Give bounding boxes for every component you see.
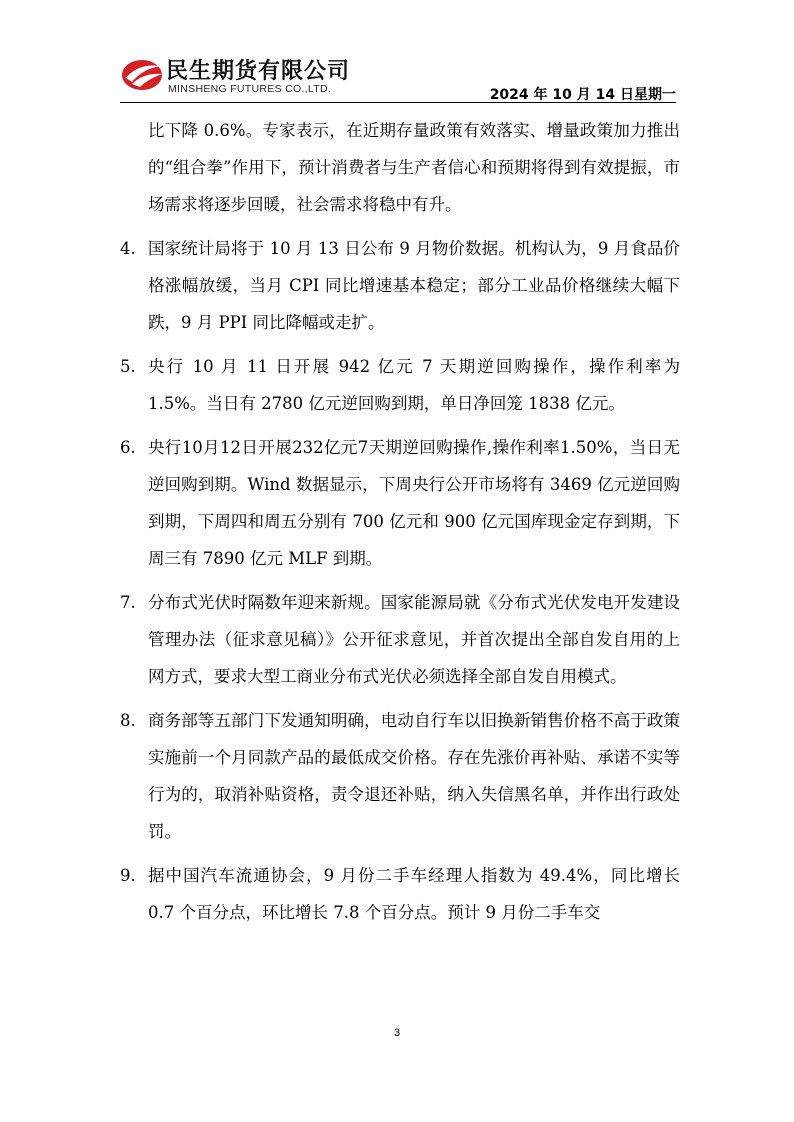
page-number: 3 — [393, 1027, 401, 1039]
page-header — [120, 52, 676, 102]
list-item-text: 商务部等五部门下发通知明确，电动自行车以旧换新销售价格不高于政策实施前一个月同款产品的最低成交价格。存在先涨价再补贴、承诺不实等行为的，取消补贴资格，责令退还补贴，纳入失信黑名单，并作出行政处罚。 — [148, 711, 680, 841]
list-item-number: 6. — [120, 438, 136, 457]
list-item — [120, 230, 680, 341]
report-date: 2024 年 10 月 14 日星期一 — [489, 87, 676, 103]
list-item-text: 分布式光伏时隔数年迎来新规。国家能源局就《分布式光伏发电开发建设管理办法（征求意见稿）》公开征求意见，并首次提出全部自发自用的上网方式，要求大型工商业分布式光伏必须选择全部自发自用模式。 — [148, 593, 680, 686]
list-item-text: 央行10月12日开展232亿元7天期逆回购操作,操作利率1.50%，当日无逆回购到期。Wind 数据显示，下周央行公开市场将有 3469 亿元逆回购到期，下周四和周五分别有 700 亿元和 900 亿元国库现金定存到期，下周三有 7890 亿元 MLF 到期。 — [148, 438, 680, 568]
company-name-en: MINSHENG FUTURES CO.,LTD. — [168, 83, 332, 95]
list-item — [120, 348, 680, 422]
continued-paragraph: 比下降 0.6%。专家表示，在近期存量政策有效落实、增量政策加力推出的“组合拳”作用下，预计消费者与生产者信心和预期将得到有效提振，市场需求将逐步回暖，社会需求将稳中有升。 — [148, 121, 680, 214]
header-divider — [120, 102, 676, 103]
company-name-cn: 民生期货有限公司 — [166, 59, 351, 84]
list-item — [120, 857, 680, 931]
document-body — [120, 112, 680, 938]
list-item-number: 7. — [120, 593, 136, 612]
list-item-number: 5. — [120, 357, 136, 376]
list-item-text: 国家统计局将于 10 月 13 日公布 9 月物价数据。机构认为，9 月食品价格涨幅放缓，当月 CPI 同比增速基本稳定；部分工业品价格继续大幅下跌，9 月 PPI 同比降幅或走扩。 — [148, 239, 680, 332]
list-item-text: 央行 10 月 11 日开展 942 亿元 7 天期逆回购操作，操作利率为 1.5%。当日有 2780 亿元逆回购到期，单日净回笼 1838 亿元。 — [148, 357, 680, 413]
list-item — [120, 584, 680, 695]
minsheng-logo-icon — [120, 56, 164, 92]
list-item-number: 4. — [120, 239, 136, 258]
list-item-number: 9. — [120, 866, 136, 885]
list-item — [120, 429, 680, 577]
list-item-text: 据中国汽车流通协会，9 月份二手车经理人指数为 49.4%，同比增长 0.7 个百分点，环比增长 7.8 个百分点。预计 9 月份二手车交 — [148, 866, 680, 922]
list-item — [120, 702, 680, 850]
list-item-number: 8. — [120, 711, 136, 730]
